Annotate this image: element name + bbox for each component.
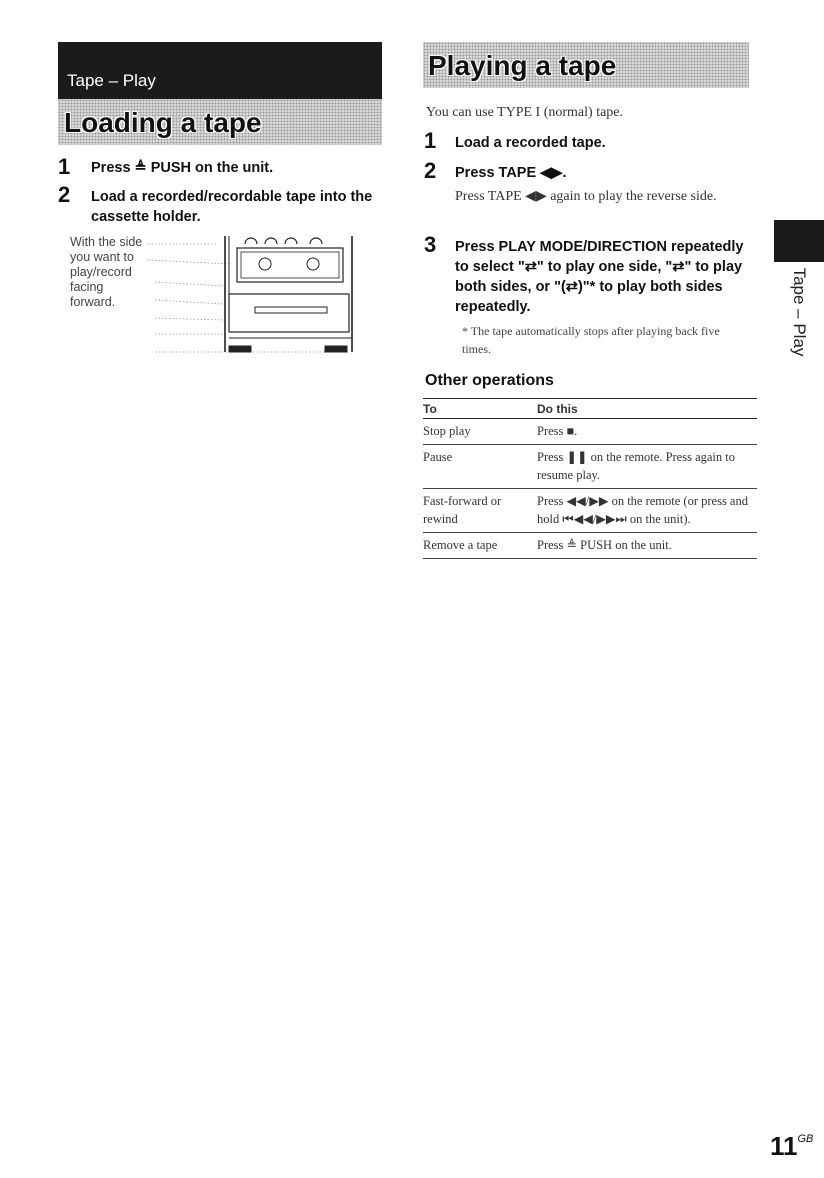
table-cell: Pause bbox=[423, 445, 537, 489]
step-text: Press PLAY MODE/DIRECTION repeatedly to select "⇄" to play one side, "⇄" to play both sides, or "(⇄)"* to play both sides repeatedly. bbox=[455, 239, 744, 315]
table-row bbox=[423, 489, 757, 533]
step-note: * The tape automatically stops after playing back five times. bbox=[462, 324, 720, 356]
other-operations-title: Other operations bbox=[425, 372, 554, 389]
step-number: 1 bbox=[424, 128, 437, 153]
cassette-deck-illustration bbox=[145, 234, 355, 358]
table-header: To bbox=[423, 399, 537, 419]
table-cell: Remove a tape bbox=[423, 533, 537, 559]
step-text: Load a recorded tape. bbox=[455, 135, 606, 151]
table-cell: Press ◀◀/▶▶ on the remote (or press and hold ⏮◀◀/▶▶⏭ on the unit). bbox=[537, 489, 757, 533]
operations-table bbox=[423, 398, 757, 559]
table-cell: Fast-forward or rewind bbox=[423, 489, 537, 533]
step-number: 3 bbox=[424, 232, 437, 257]
page-number-suffix: GB bbox=[797, 1133, 814, 1145]
step-subtext: Press TAPE ◀▶ again to play the reverse side. bbox=[455, 189, 717, 204]
caption-line: facing bbox=[70, 280, 104, 294]
table-row bbox=[423, 419, 757, 445]
caption-line: With the side bbox=[70, 235, 143, 249]
caption-line: forward. bbox=[70, 295, 116, 309]
step-number: 2 bbox=[58, 182, 71, 207]
section-label: Tape – Play bbox=[67, 71, 156, 90]
loading-heading: Loading a tape bbox=[64, 107, 262, 138]
table-header: Do this bbox=[537, 399, 757, 419]
side-tab-label: Tape – Play bbox=[790, 267, 809, 357]
step-number: 1 bbox=[58, 154, 71, 179]
table-row bbox=[423, 445, 757, 489]
page-number bbox=[770, 1131, 813, 1162]
table-cell: Press ≜ PUSH on the unit. bbox=[537, 533, 757, 559]
caption-line: you want to bbox=[70, 250, 134, 264]
side-tab-marker bbox=[774, 220, 824, 262]
playing-heading: Playing a tape bbox=[428, 50, 617, 81]
table-header-row bbox=[423, 399, 757, 419]
intro-text: You can use TYPE I (normal) tape. bbox=[426, 105, 624, 120]
table-row bbox=[423, 533, 757, 559]
step-text: Press TAPE ◀▶. bbox=[455, 165, 567, 181]
step-number: 2 bbox=[424, 158, 437, 183]
caption-line: play/record bbox=[70, 265, 132, 279]
figure-caption bbox=[70, 235, 142, 310]
table-cell: Stop play bbox=[423, 419, 537, 445]
table-cell: Press ■. bbox=[537, 419, 757, 445]
step-text: Load a recorded/recordable tape into the cassette holder. bbox=[91, 189, 373, 225]
page-number-value: 11 bbox=[770, 1131, 798, 1161]
table-cell: Press ❚❚ on the remote. Press again to resume play. bbox=[537, 445, 757, 489]
step-text: Press ≜ PUSH on the unit. bbox=[91, 160, 274, 176]
